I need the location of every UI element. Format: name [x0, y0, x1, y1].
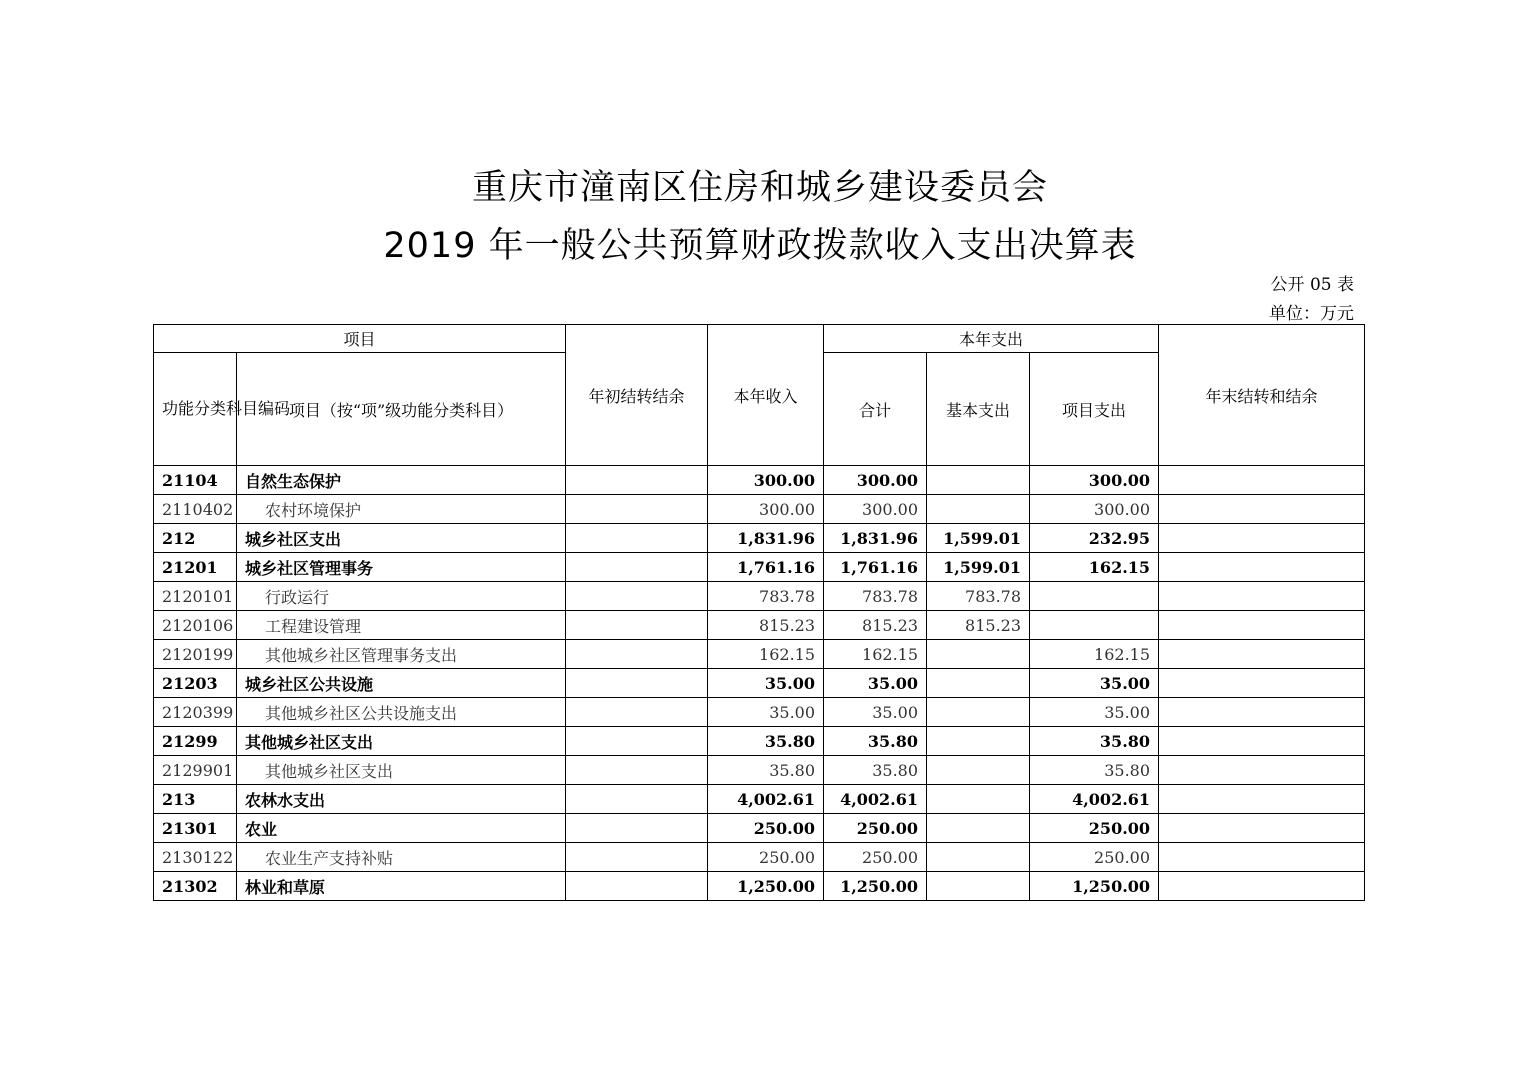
cell-income: 4,002.61	[708, 785, 824, 814]
cell-opening	[566, 756, 708, 785]
cell-closing	[1159, 814, 1365, 843]
cell-total: 783.78	[824, 582, 927, 611]
cell-income: 815.23	[708, 611, 824, 640]
table-row	[154, 582, 1365, 611]
table-row	[154, 640, 1365, 669]
cell-project: 300.00	[1030, 466, 1159, 495]
cell-name: 其他城乡社区支出	[237, 756, 566, 785]
cell-name: 农村环境保护	[237, 495, 566, 524]
cell-total: 35.00	[824, 669, 927, 698]
cell-name: 其他城乡社区公共设施支出	[237, 698, 566, 727]
header-row-1	[154, 325, 1365, 353]
cell-total: 300.00	[824, 495, 927, 524]
table-row	[154, 524, 1365, 553]
cell-income: 1,831.96	[708, 524, 824, 553]
cell-basic	[927, 872, 1030, 901]
cell-code: 2120101	[154, 582, 237, 611]
cell-code: 21301	[154, 814, 237, 843]
cell-code: 21302	[154, 872, 237, 901]
cell-income: 1,761.16	[708, 553, 824, 582]
cell-opening	[566, 640, 708, 669]
cell-total: 1,250.00	[824, 872, 927, 901]
cell-basic	[927, 466, 1030, 495]
cell-name: 其他城乡社区管理事务支出	[237, 640, 566, 669]
cell-project: 1,250.00	[1030, 872, 1159, 901]
form-number: 公开 05 表	[1270, 275, 1354, 295]
table-row	[154, 669, 1365, 698]
cell-name: 自然生态保护	[237, 466, 566, 495]
cell-code: 2120399	[154, 698, 237, 727]
cell-code: 21201	[154, 553, 237, 582]
cell-total: 250.00	[824, 843, 927, 872]
cell-opening	[566, 582, 708, 611]
cell-closing	[1159, 466, 1365, 495]
table-row	[154, 814, 1365, 843]
cell-total: 250.00	[824, 814, 927, 843]
header-project: 项目	[154, 325, 566, 353]
cell-name: 工程建设管理	[237, 611, 566, 640]
cell-total: 1,831.96	[824, 524, 927, 553]
cell-total: 300.00	[824, 466, 927, 495]
cell-opening	[566, 872, 708, 901]
cell-code: 212	[154, 524, 237, 553]
cell-opening	[566, 698, 708, 727]
budget-table	[153, 324, 1365, 901]
cell-closing	[1159, 669, 1365, 698]
cell-project: 250.00	[1030, 843, 1159, 872]
cell-name: 行政运行	[237, 582, 566, 611]
table-row	[154, 727, 1365, 756]
cell-income: 783.78	[708, 582, 824, 611]
cell-opening	[566, 466, 708, 495]
table-row	[154, 611, 1365, 640]
cell-name: 林业和草原	[237, 872, 566, 901]
cell-opening	[566, 611, 708, 640]
cell-project: 300.00	[1030, 495, 1159, 524]
cell-closing	[1159, 843, 1365, 872]
cell-project: 4,002.61	[1030, 785, 1159, 814]
cell-closing	[1159, 553, 1365, 582]
header-expenditure: 本年支出	[824, 325, 1159, 353]
cell-income: 1,250.00	[708, 872, 824, 901]
cell-income: 35.80	[708, 756, 824, 785]
cell-name: 城乡社区管理事务	[237, 553, 566, 582]
header-closing-balance: 年末结转和结余	[1159, 325, 1365, 466]
cell-income: 300.00	[708, 495, 824, 524]
cell-basic	[927, 495, 1030, 524]
cell-name: 农业	[237, 814, 566, 843]
cell-basic: 1,599.01	[927, 524, 1030, 553]
cell-code: 2120106	[154, 611, 237, 640]
cell-project	[1030, 582, 1159, 611]
cell-basic: 815.23	[927, 611, 1030, 640]
cell-basic	[927, 669, 1030, 698]
cell-closing	[1159, 611, 1365, 640]
cell-income: 250.00	[708, 843, 824, 872]
cell-basic	[927, 785, 1030, 814]
cell-total: 35.80	[824, 727, 927, 756]
cell-opening	[566, 727, 708, 756]
cell-closing	[1159, 756, 1365, 785]
cell-project	[1030, 611, 1159, 640]
cell-opening	[566, 785, 708, 814]
cell-project: 35.80	[1030, 727, 1159, 756]
cell-code: 21104	[154, 466, 237, 495]
cell-closing	[1159, 785, 1365, 814]
cell-opening	[566, 495, 708, 524]
unit-label: 单位：万元	[1269, 304, 1354, 324]
cell-project: 232.95	[1030, 524, 1159, 553]
table-row	[154, 466, 1365, 495]
cell-project: 250.00	[1030, 814, 1159, 843]
cell-code: 21203	[154, 669, 237, 698]
cell-basic	[927, 727, 1030, 756]
document-subtitle: 2019 年一般公共预算财政拨款收入支出决算表	[383, 226, 1137, 266]
cell-income: 35.00	[708, 669, 824, 698]
cell-basic	[927, 814, 1030, 843]
cell-code: 213	[154, 785, 237, 814]
document-title: 重庆市潼南区住房和城乡建设委员会	[471, 168, 1048, 208]
cell-closing	[1159, 872, 1365, 901]
table-row	[154, 553, 1365, 582]
cell-basic	[927, 843, 1030, 872]
cell-closing	[1159, 640, 1365, 669]
cell-income: 162.15	[708, 640, 824, 669]
cell-basic	[927, 640, 1030, 669]
cell-project: 35.00	[1030, 698, 1159, 727]
cell-basic	[927, 698, 1030, 727]
table-row	[154, 495, 1365, 524]
cell-basic	[927, 756, 1030, 785]
cell-name: 城乡社区公共设施	[237, 669, 566, 698]
cell-closing	[1159, 582, 1365, 611]
cell-project: 35.00	[1030, 669, 1159, 698]
cell-closing	[1159, 727, 1365, 756]
header-total: 合计	[824, 353, 927, 466]
table-row	[154, 698, 1365, 727]
cell-total: 35.00	[824, 698, 927, 727]
cell-income: 35.00	[708, 698, 824, 727]
table-row	[154, 843, 1365, 872]
cell-name: 农林水支出	[237, 785, 566, 814]
cell-project: 162.15	[1030, 553, 1159, 582]
cell-total: 4,002.61	[824, 785, 927, 814]
header-income: 本年收入	[708, 325, 824, 466]
cell-total: 35.80	[824, 756, 927, 785]
cell-opening	[566, 524, 708, 553]
cell-income: 35.80	[708, 727, 824, 756]
cell-project: 35.80	[1030, 756, 1159, 785]
cell-name: 农业生产支持补贴	[237, 843, 566, 872]
cell-income: 250.00	[708, 814, 824, 843]
cell-opening	[566, 814, 708, 843]
header-code: 功能分类科目编码	[154, 353, 237, 466]
table-row	[154, 785, 1365, 814]
cell-total: 1,761.16	[824, 553, 927, 582]
cell-closing	[1159, 495, 1365, 524]
table-row	[154, 756, 1365, 785]
cell-income: 300.00	[708, 466, 824, 495]
cell-basic: 783.78	[927, 582, 1030, 611]
cell-total: 162.15	[824, 640, 927, 669]
cell-code: 21299	[154, 727, 237, 756]
table-body	[154, 466, 1365, 901]
cell-closing	[1159, 524, 1365, 553]
cell-total: 815.23	[824, 611, 927, 640]
cell-opening	[566, 843, 708, 872]
cell-name: 其他城乡社区支出	[237, 727, 566, 756]
header-name: 项目（按“项”级功能分类科目）	[237, 353, 566, 466]
header-basic: 基本支出	[927, 353, 1030, 466]
cell-basic: 1,599.01	[927, 553, 1030, 582]
cell-code: 2130122	[154, 843, 237, 872]
cell-closing	[1159, 698, 1365, 727]
header-project-exp: 项目支出	[1030, 353, 1159, 466]
cell-code: 2120199	[154, 640, 237, 669]
cell-project: 162.15	[1030, 640, 1159, 669]
cell-code: 2110402	[154, 495, 237, 524]
cell-code: 2129901	[154, 756, 237, 785]
header-opening-balance: 年初结转结余	[566, 325, 708, 466]
cell-opening	[566, 669, 708, 698]
cell-opening	[566, 553, 708, 582]
table-row	[154, 872, 1365, 901]
cell-name: 城乡社区支出	[237, 524, 566, 553]
